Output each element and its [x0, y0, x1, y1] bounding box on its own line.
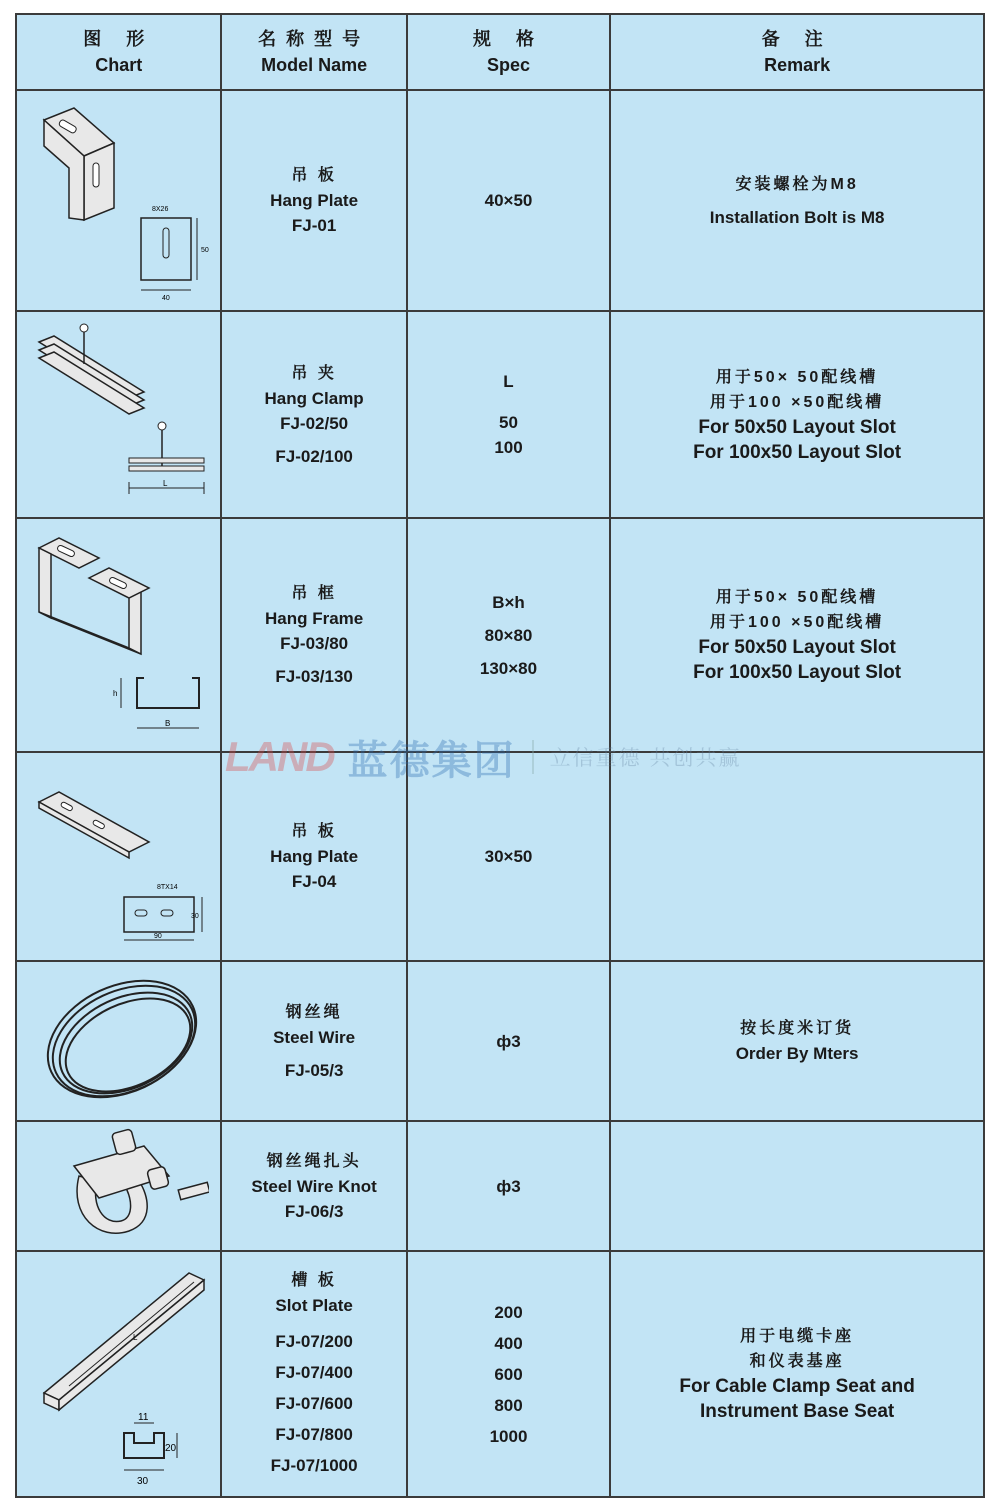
fig-label: h: [112, 688, 118, 698]
table-row: [16, 518, 984, 752]
remark-line: 用于100 ×50配线槽: [709, 393, 885, 411]
spec-cell: [407, 1121, 610, 1251]
model-code: FJ-03/80: [280, 634, 349, 653]
name-zh: 吊 夹: [291, 364, 337, 382]
name-en: Hang Plate: [270, 847, 359, 866]
spec-value: 30×50: [484, 847, 533, 866]
spec-value: 80×80: [484, 625, 533, 645]
remark-cell: [610, 961, 984, 1121]
model-code: FJ-07/600: [275, 1393, 353, 1413]
hang-plate-bracket-drawing: [29, 98, 209, 303]
fig-label: B: [164, 718, 171, 728]
model-code: FJ-02/100: [275, 446, 353, 466]
name-en: Hang Plate: [270, 191, 359, 210]
name-zh: 吊 板: [291, 167, 337, 184]
remark-line: For 100x50 Layout Slot: [693, 662, 902, 683]
model-code: FJ-07/1000: [270, 1455, 358, 1475]
remark-cell: [610, 752, 984, 961]
model-code: FJ-07/200: [275, 1331, 353, 1351]
name-en: Steel Wire Knot: [251, 1176, 377, 1196]
remark-line: 安装螺栓为M8: [735, 175, 859, 193]
chart-cell: [16, 90, 221, 311]
accessory-table: [15, 13, 985, 1498]
spec-value: 200: [494, 1302, 523, 1322]
watermark-slogan: 立信重德 共创共赢: [549, 747, 742, 770]
spec-value: B×h: [492, 592, 525, 612]
spec-value: 800: [494, 1395, 523, 1415]
model-code: FJ-04: [291, 872, 337, 891]
name-en: Hang Frame: [264, 609, 364, 628]
remark-line: Order By Mters: [735, 1044, 859, 1063]
spec-value: 400: [494, 1333, 523, 1353]
table-row: [16, 752, 984, 961]
remark-line: 用于100 ×50配线槽: [709, 614, 885, 631]
header-remark-zh: 备 注: [761, 29, 833, 49]
fig-label: 40: [161, 295, 170, 302]
remark-line: For Cable Clamp Seat and: [679, 1376, 915, 1397]
table-row: [16, 1251, 984, 1497]
slot-plate-drawing: [29, 1258, 209, 1490]
chart-cell: [16, 518, 221, 752]
table-row: [16, 90, 984, 311]
spec-sheet: [15, 13, 985, 1497]
fig-label: 8X26: [151, 206, 169, 213]
model-cell: [221, 752, 406, 961]
fig-label: 30: [190, 912, 199, 920]
model-code: FJ-01: [291, 216, 337, 235]
watermark-logo: LAND: [225, 733, 334, 780]
spec-cell: [407, 518, 610, 752]
spec-value: 130×80: [479, 658, 538, 678]
hang-plate-flat-drawing: [29, 762, 209, 952]
remark-line: Instrument Base Seat: [699, 1401, 895, 1422]
model-cell: [221, 311, 406, 518]
name-zh: 吊 框: [291, 585, 337, 602]
header-chart: [16, 14, 221, 90]
spec-value: L: [503, 372, 514, 391]
header-chart-en: Chart: [95, 55, 143, 75]
header-spec-zh: 规 格: [472, 29, 544, 49]
model-cell: [221, 961, 406, 1121]
header-spec-en: Spec: [486, 55, 531, 75]
watermark-group-name: 蓝德集团: [347, 738, 516, 783]
header-model-zh: 名称型号: [258, 29, 371, 49]
remark-line: 用于50× 50配线槽: [715, 589, 879, 606]
table-row: [16, 311, 984, 518]
remark-line: 按长度米订货: [740, 1020, 855, 1037]
fig-label: 90: [153, 932, 162, 940]
header-chart-zh: 图 形: [83, 29, 155, 49]
spec-value: ф3: [496, 1176, 521, 1196]
header-remark: [610, 14, 984, 90]
spec-value: 100: [494, 438, 523, 457]
model-code: FJ-07/400: [275, 1362, 353, 1382]
name-en: Slot Plate: [275, 1295, 353, 1315]
spec-value: 600: [494, 1364, 523, 1384]
remark-cell: [610, 518, 984, 752]
chart-cell: [16, 311, 221, 518]
spec-cell: [407, 90, 610, 311]
model-cell: [221, 1121, 406, 1251]
spec-cell: [407, 311, 610, 518]
fig-label: 20: [164, 1443, 176, 1454]
model-code: FJ-03/130: [275, 667, 353, 686]
spec-value: 40×50: [484, 191, 533, 210]
fig-label: L: [162, 478, 168, 488]
chart-cell: [16, 1121, 221, 1251]
name-en: Steel Wire: [273, 1027, 356, 1047]
remark-line: For 100x50 Layout Slot: [693, 441, 902, 463]
steel-wire-coil-drawing: [29, 969, 209, 1114]
header-spec: [407, 14, 610, 90]
remark-cell: [610, 1121, 984, 1251]
model-code: FJ-05/3: [284, 1060, 344, 1080]
name-zh: 钢丝绳: [285, 1003, 343, 1021]
spec-cell: [407, 1251, 610, 1497]
name-zh: 吊 板: [291, 823, 337, 840]
remark-line: 用于50× 50配线槽: [715, 368, 879, 386]
remark-cell: [610, 1251, 984, 1497]
fig-label: 8TX14: [156, 883, 178, 891]
header-row: [16, 14, 984, 90]
chart-cell: [16, 961, 221, 1121]
table-row: [16, 961, 984, 1121]
name-zh: 槽 板: [291, 1271, 337, 1289]
wire-rope-clip-drawing: [29, 1126, 209, 1246]
spec-value: ф3: [496, 1031, 521, 1051]
name-en: Hang Clamp: [264, 388, 364, 408]
remark-line: For 50x50 Layout Slot: [698, 416, 896, 438]
remark-line: 和仪表基座: [749, 1353, 845, 1370]
model-cell: [221, 90, 406, 311]
spec-value: 50: [499, 413, 518, 432]
model-code: FJ-06/3: [284, 1201, 344, 1221]
model-code: FJ-02/50: [280, 413, 349, 433]
chart-cell: [16, 752, 221, 961]
remark-line: 用于电缆卡座: [740, 1328, 855, 1345]
remark-cell: [610, 90, 984, 311]
fig-label: 30: [136, 1476, 148, 1487]
model-code: FJ-07/800: [275, 1424, 353, 1444]
remark-line: For 50x50 Layout Slot: [698, 637, 896, 658]
fig-label: L: [132, 1333, 138, 1342]
table-row: [16, 1121, 984, 1251]
model-cell: [221, 518, 406, 752]
remark-line: Installation Bolt is M8: [709, 207, 885, 227]
model-cell: [221, 1251, 406, 1497]
hang-clamp-drawing: [29, 320, 209, 510]
header-remark-en: Remark: [764, 55, 831, 75]
chart-cell: [16, 1251, 221, 1497]
spec-value: 1000: [489, 1426, 528, 1446]
hang-frame-drawing: [29, 528, 209, 743]
remark-cell: [610, 311, 984, 518]
spec-cell: [407, 961, 610, 1121]
name-zh: 钢丝绳扎头: [266, 1152, 362, 1170]
spec-cell: [407, 752, 610, 961]
header-model-en: Model Name: [261, 55, 368, 75]
fig-label: 50: [200, 247, 209, 254]
fig-label: 11: [137, 1412, 149, 1423]
header-model: [221, 14, 406, 90]
